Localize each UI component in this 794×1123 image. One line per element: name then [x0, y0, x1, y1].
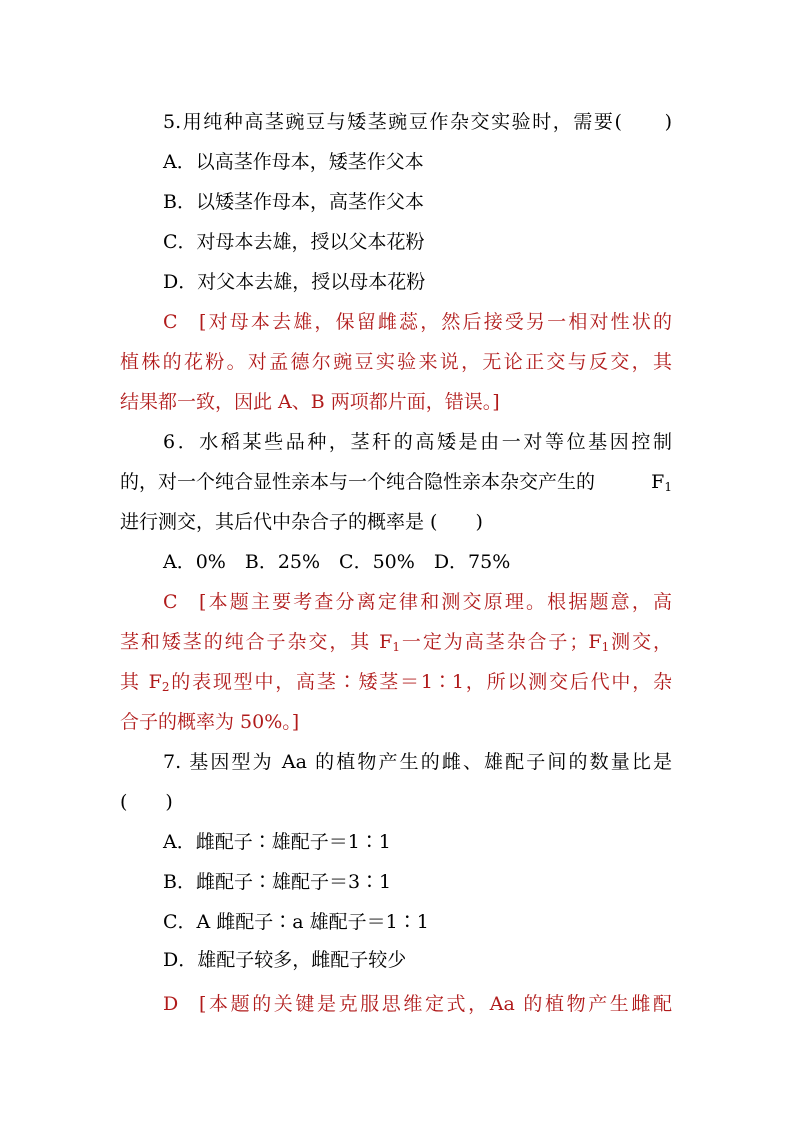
q6-stem-line2	[120, 470, 672, 494]
q7-answer-letter: D	[163, 993, 179, 1015]
q6-stem-line3: 进行测交，其后代中杂合子的概率是 ( )	[120, 511, 483, 533]
q5-option-a: A．以高茎作母本，矮茎作父本	[163, 151, 424, 173]
q7-option-b: B．雌配子∶雄配子＝3∶1	[163, 871, 392, 893]
q6-explain-3	[120, 670, 672, 694]
q7-stem-line1: 7. 基因型为 Aa 的植物产生的雌、雄配子间的数量比是	[163, 751, 672, 773]
q5-option-d: D．对父本去雄，授以母本花粉	[163, 271, 426, 293]
q5-explain-3: 结果都一致，因此 A、B 两项都片面，错误。]	[120, 391, 500, 413]
q6-explain-2a: 茎和矮茎的纯合子杂交，其 F	[120, 631, 393, 653]
q5-stem: 5.用纯种高茎豌豆与矮茎豌豆作杂交实验时，需要( )	[163, 111, 672, 133]
q5-answer-letter: C	[163, 311, 178, 333]
q7-option-d: D．雄配子较多，雌配子较少	[163, 949, 407, 971]
q6-answer-letter: C	[163, 591, 178, 613]
q6-explain-3-sub: 2	[161, 680, 170, 694]
q7-option-c: C．A 雌配子∶a 雄配子＝1∶1	[163, 911, 429, 933]
q7-answer-line1	[163, 992, 672, 1016]
q6-explain-2c: 测交，	[609, 631, 672, 653]
q6-explain-2b: 一定为高茎杂合子；F	[399, 631, 602, 653]
q7-stem-line2: ( )	[120, 791, 173, 813]
q7-explain-1: [本题的关键是克服思维定式，Aa 的植物产生雌配	[199, 993, 672, 1015]
q6-explain-4: 合子的概率为 50%。]	[120, 711, 300, 733]
q5-answer-line1	[163, 310, 672, 334]
q5-explain-1: [对母本去雄，保留雌蕊，然后接受另一相对性状的	[199, 311, 672, 333]
q6-f-subscript: 1	[664, 480, 672, 494]
q6-explain-1: [本题主要考查分离定律和测交原理。根据题意，高	[199, 591, 672, 613]
q6-explain-2	[120, 630, 672, 654]
q6-explain-3b: 的表现型中，高茎∶矮茎＝1∶1，所以测交后代中，杂	[169, 671, 672, 693]
q6-answer-line1	[163, 590, 672, 614]
q5-option-c: C．对母本去雄，授以父本花粉	[163, 231, 425, 253]
q6-explain-2-sub1: 1	[392, 640, 400, 654]
q5-option-b: B．以矮茎作母本，高茎作父本	[163, 191, 424, 213]
q6-f1-label	[651, 470, 672, 494]
q6-explain-3a: 其 F	[120, 671, 162, 693]
q6-options: A．0% B．25% C．50% D．75%	[163, 551, 511, 573]
q7-option-a: A．雌配子∶雄配子＝1∶1	[163, 831, 391, 853]
q5-explain-2: 植株的花粉。对孟德尔豌豆实验来说，无论正交与反交，其	[120, 351, 672, 373]
q6-stem-line2-text: 的，对一个纯合显性亲本与一个纯合隐性亲本杂交产生的	[120, 471, 596, 493]
q6-f-letter: F	[651, 471, 665, 493]
q6-stem-line1: 6．水稻某些品种，茎秆的高矮是由一对等位基因控制	[163, 431, 672, 453]
q6-explain-2-sub2: 1	[601, 640, 610, 654]
